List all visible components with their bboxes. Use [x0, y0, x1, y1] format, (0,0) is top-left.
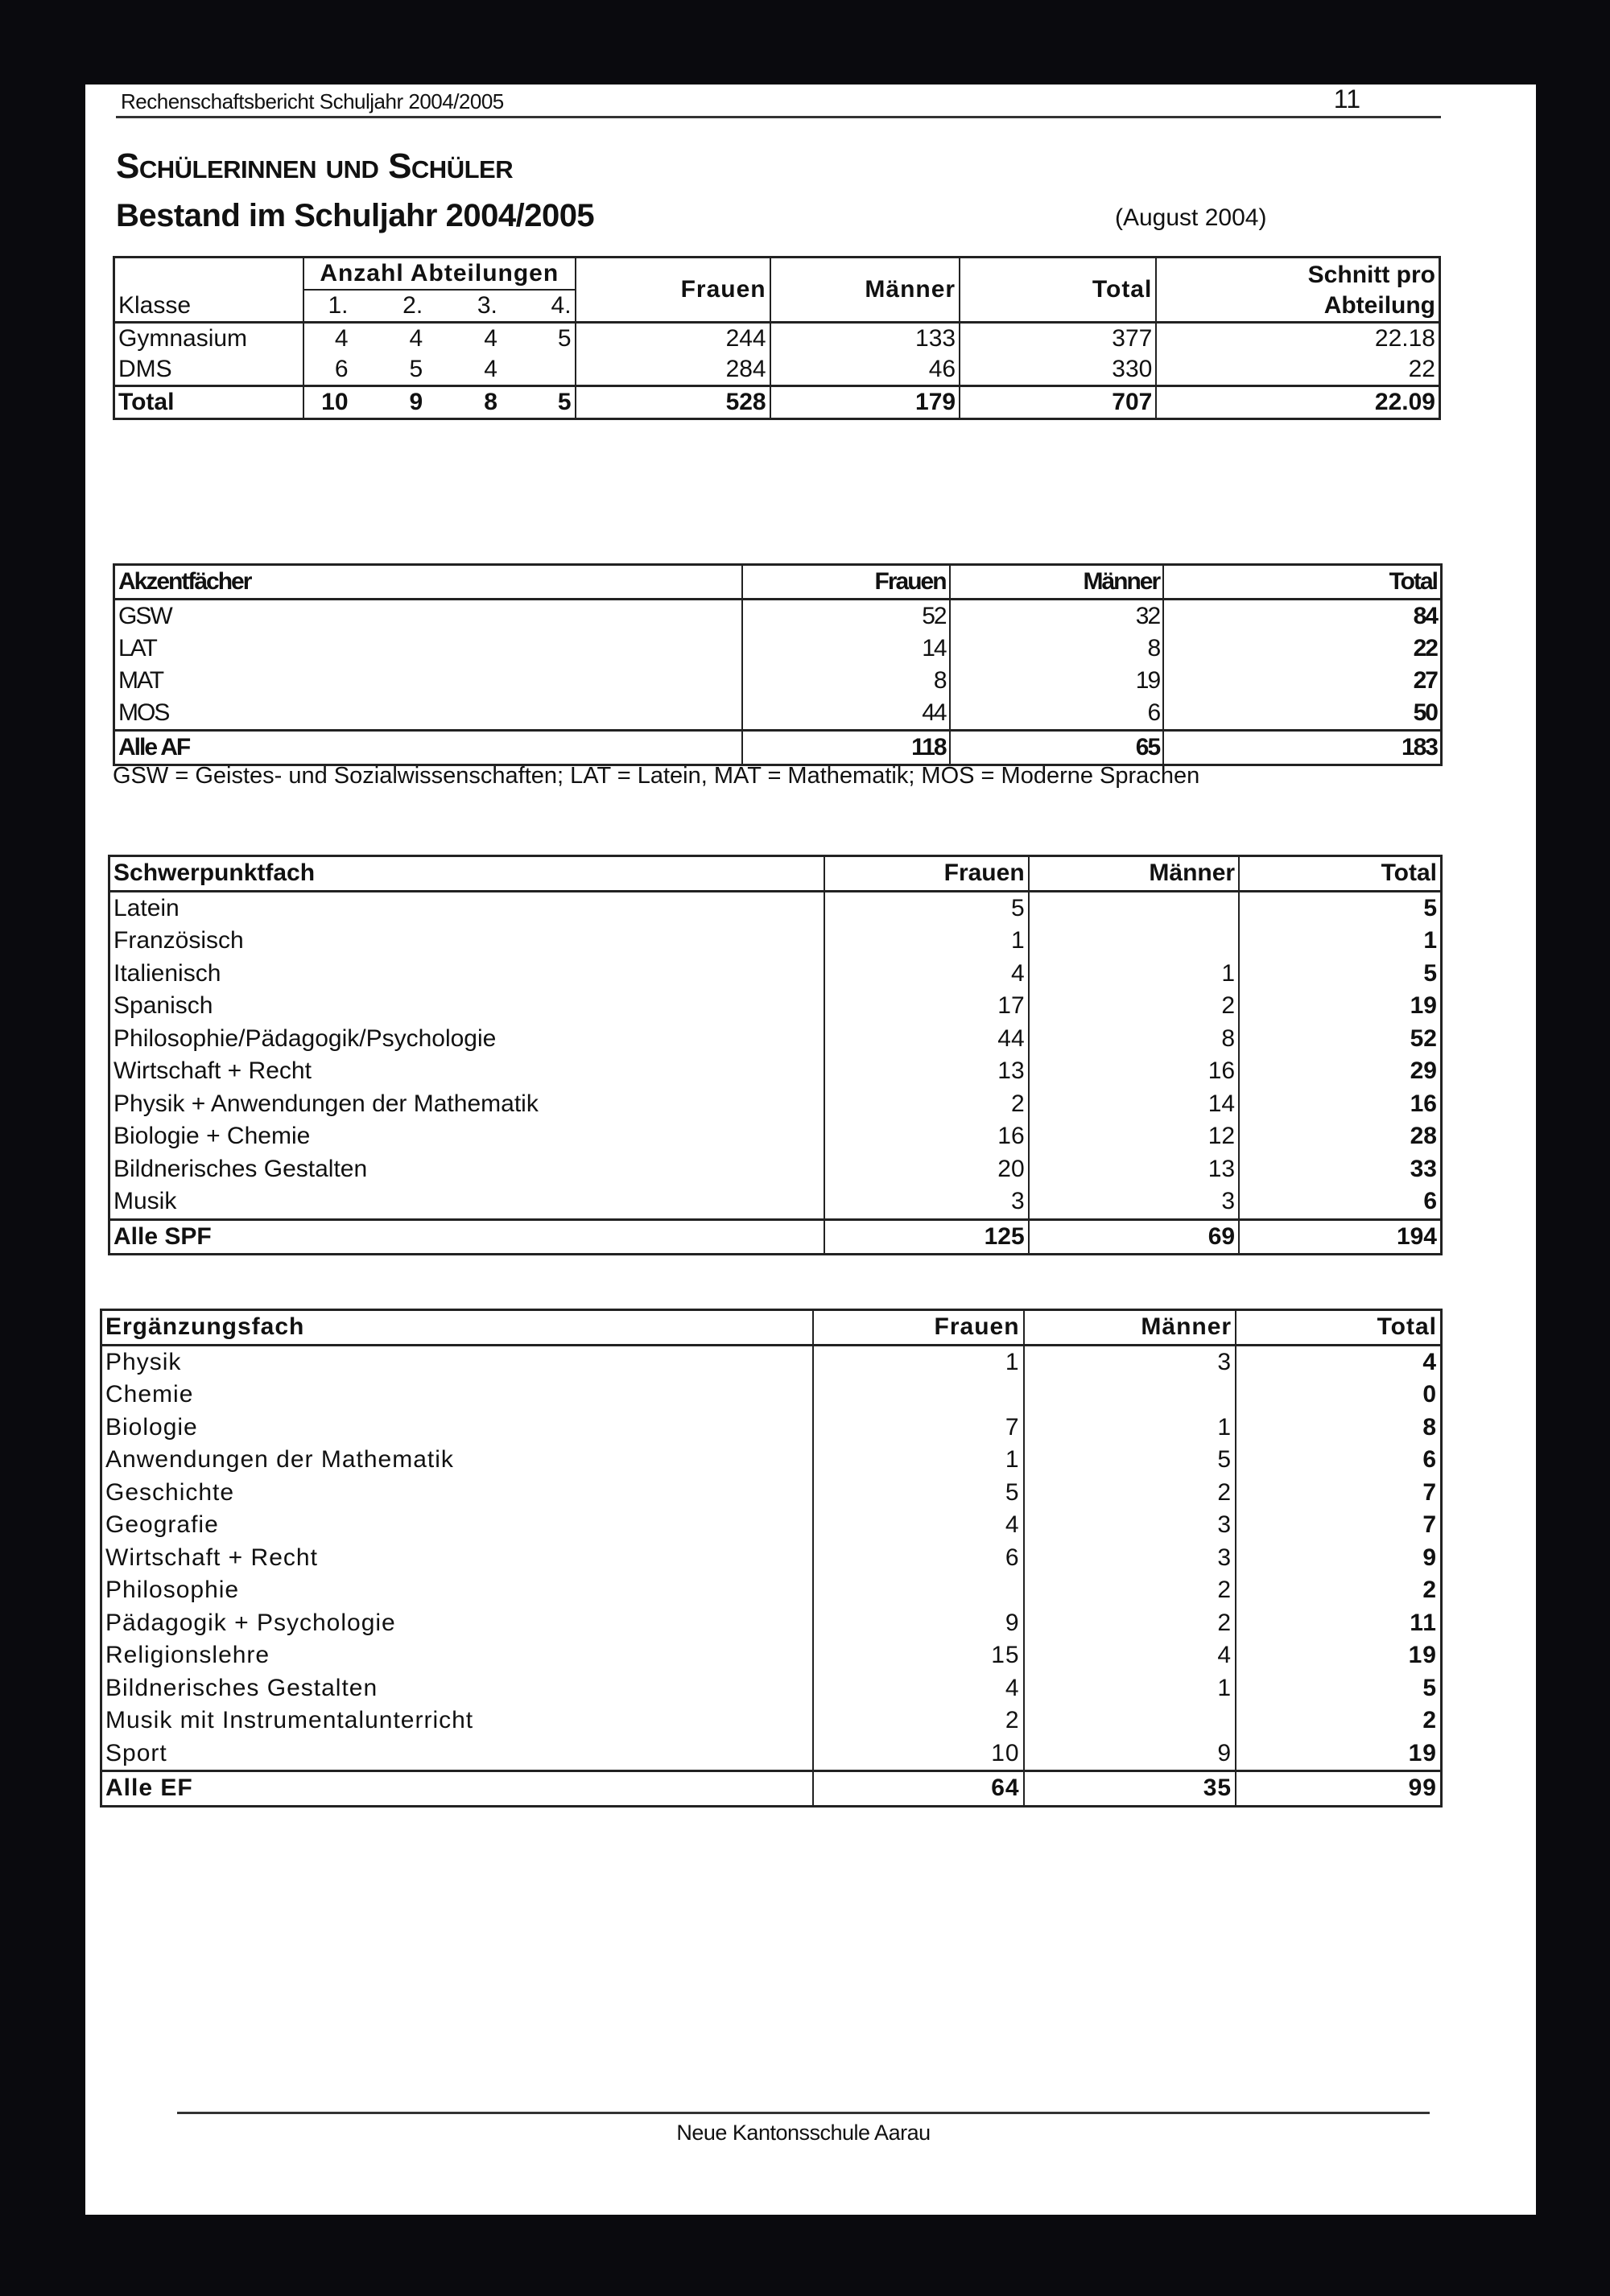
table-row	[114, 697, 1442, 731]
column-header: Total	[1163, 565, 1441, 600]
cell: 16	[1029, 1055, 1239, 1088]
table-row	[109, 1055, 1442, 1088]
cell: 284	[576, 354, 770, 386]
table-row	[101, 1639, 1442, 1672]
cell: 183	[1163, 731, 1441, 765]
cell: 3	[1024, 1345, 1236, 1379]
cell: 14	[742, 633, 950, 665]
cell	[1024, 1704, 1236, 1737]
cell: 14	[1029, 1088, 1239, 1121]
cell: 4	[1024, 1639, 1236, 1672]
total-row	[101, 1771, 1442, 1807]
row-label: Bildnerisches Gestalten	[114, 1155, 368, 1182]
row-label: Biologie	[105, 1413, 198, 1441]
year-1-header: 1.	[303, 290, 352, 323]
page-footer	[177, 2112, 1430, 2146]
cell: 64	[813, 1771, 1024, 1807]
cell: 32	[950, 600, 1164, 633]
cell: 3	[1024, 1542, 1236, 1575]
cell: 179	[770, 386, 960, 419]
report-title: Rechenschaftsbericht Schuljahr 2004/2005	[121, 89, 504, 113]
table-row	[109, 990, 1442, 1023]
header-row	[114, 565, 1442, 600]
cell: 2	[1236, 1704, 1441, 1737]
cell: 0	[1236, 1379, 1441, 1412]
cell: 10	[303, 386, 352, 419]
cell: 5	[501, 323, 576, 355]
table-row	[109, 1185, 1442, 1219]
row-label: Alle EF	[101, 1771, 814, 1807]
row-label: Chemie	[105, 1381, 194, 1408]
cell: 19	[1236, 1737, 1441, 1771]
cell: 8	[1029, 1023, 1239, 1056]
cell: 52	[1239, 1023, 1441, 1056]
cell	[813, 1574, 1024, 1607]
cell: 29	[1239, 1055, 1441, 1088]
row-label: Biologie + Chemie	[114, 1123, 311, 1149]
cell: 44	[824, 1023, 1028, 1056]
column-header: Männer	[950, 565, 1164, 600]
cell: 65	[950, 731, 1164, 765]
table-row	[109, 1153, 1442, 1186]
row-label: Physik + Anwendungen der Mathematik	[114, 1090, 539, 1117]
cell: 4	[426, 323, 501, 355]
ergaenzungsfach-table	[100, 1309, 1443, 1808]
cell: 707	[960, 386, 1156, 419]
table-row	[101, 1574, 1442, 1607]
cell: 1	[1239, 925, 1441, 958]
table-row	[101, 1607, 1442, 1640]
page-header	[116, 85, 1441, 118]
cell: 118	[742, 731, 950, 765]
cell: 133	[770, 323, 960, 355]
row-label: Italienisch	[114, 959, 221, 987]
cell: 46	[770, 354, 960, 386]
cell: 4	[484, 356, 497, 382]
cell: 3	[1029, 1185, 1239, 1219]
row-label: Alle SPF	[109, 1219, 825, 1255]
school-name: Neue Kantonsschule Aarau	[676, 2121, 931, 2145]
row-label: DMS	[118, 356, 172, 382]
column-header: Männer	[1029, 856, 1239, 892]
total-row	[109, 1219, 1442, 1255]
cell: 5	[1239, 891, 1441, 925]
table-row	[101, 1737, 1442, 1771]
cell: 8	[426, 386, 501, 419]
cell: 244	[576, 323, 770, 355]
cell: 125	[824, 1219, 1028, 1255]
cell: 6	[1239, 1185, 1441, 1219]
klasse-header: Klasse	[118, 292, 192, 319]
cell: 22	[1156, 354, 1439, 386]
cell: 4	[813, 1672, 1024, 1705]
column-header: Schwerpunktfach	[109, 856, 825, 892]
cell	[501, 354, 576, 386]
cell: 11	[1236, 1607, 1441, 1640]
cell: 13	[1029, 1153, 1239, 1186]
table-row	[109, 891, 1442, 925]
row-label: Gymnasium	[114, 323, 303, 355]
table-row	[101, 1509, 1442, 1542]
row-label: Geschichte	[105, 1478, 235, 1506]
cell: 2	[1024, 1574, 1236, 1607]
cell: 6	[950, 697, 1164, 731]
cell: 4	[303, 323, 352, 355]
row-label: Bildnerisches Gestalten	[105, 1674, 378, 1701]
cell: 5	[824, 891, 1028, 925]
cell: 7	[813, 1412, 1024, 1445]
cell: 44	[742, 697, 950, 731]
cell	[1029, 891, 1239, 925]
anzahl-abteilungen-header: Anzahl Abteilungen	[303, 258, 576, 291]
row-label: Total	[114, 386, 303, 419]
column-header: Frauen	[742, 565, 950, 600]
cell: 4	[824, 958, 1028, 991]
row-label: GSW	[118, 603, 171, 629]
cell: 2	[1024, 1607, 1236, 1640]
schwerpunktfach-table	[108, 855, 1443, 1255]
cell: 13	[824, 1055, 1028, 1088]
cell: 3	[824, 1185, 1028, 1219]
cell: 5	[501, 386, 576, 419]
row-label: Philosophie/Pädagogik/Psychologie	[114, 1024, 497, 1052]
year-2-header: 2.	[402, 292, 423, 319]
cell: 330	[960, 354, 1156, 386]
row-label: Philosophie	[105, 1577, 240, 1603]
cell: 2	[1024, 1477, 1236, 1510]
cell: 19	[950, 665, 1164, 697]
schnitt-header	[1156, 258, 1439, 323]
cell: 19	[1239, 990, 1441, 1023]
table-row	[109, 958, 1442, 991]
cell: 5	[1236, 1672, 1441, 1705]
cell: 3	[1024, 1509, 1236, 1542]
total-header: Total	[960, 258, 1156, 323]
table-row	[114, 600, 1442, 633]
year-4-header: 4.	[551, 292, 572, 319]
subtitle-date: (August 2004)	[1115, 204, 1267, 231]
cell: 5	[409, 356, 423, 382]
section-subtitle: Bestand im Schuljahr 2004/2005	[116, 198, 595, 233]
cell: 8	[1236, 1412, 1441, 1445]
cell: 33	[1239, 1153, 1441, 1186]
total-row	[114, 731, 1442, 765]
row-label: Musik	[114, 1188, 177, 1214]
cell: 84	[1163, 600, 1441, 633]
table-row	[101, 1345, 1442, 1379]
cell: 9	[1236, 1542, 1441, 1575]
cell: 20	[824, 1153, 1028, 1186]
row-label: MAT	[118, 667, 163, 694]
header-row	[109, 856, 1442, 892]
cell: 1	[813, 1444, 1024, 1477]
cell: 12	[1029, 1120, 1239, 1153]
table-row	[101, 1672, 1442, 1705]
row-label: Musik mit Instrumentalunterricht	[105, 1707, 474, 1733]
cell: 1	[1024, 1412, 1236, 1445]
column-header: Total	[1236, 1310, 1441, 1346]
bestand-table	[113, 256, 1441, 420]
cell: 9	[813, 1607, 1024, 1640]
row-label: Sport	[105, 1739, 167, 1766]
cell: 69	[1029, 1219, 1239, 1255]
row-label: LAT	[118, 635, 156, 662]
cell: 16	[824, 1120, 1028, 1153]
row-label: Geografie	[105, 1511, 219, 1538]
total-row	[114, 386, 1440, 419]
cell: 17	[824, 990, 1028, 1023]
column-header: Akzentfächer	[114, 565, 742, 600]
cell: 1	[813, 1345, 1024, 1379]
column-header: Frauen	[824, 856, 1028, 892]
cell: 4	[813, 1509, 1024, 1542]
row-label: Wirtschaft + Recht	[114, 1057, 312, 1084]
row-label: Französisch	[114, 927, 244, 954]
cell: 15	[813, 1639, 1024, 1672]
cell: 4	[352, 323, 427, 355]
cell: 8	[742, 665, 950, 697]
cell: 9	[352, 386, 427, 419]
cell: 9	[1024, 1737, 1236, 1771]
table-row	[109, 1120, 1442, 1153]
cell: 8	[950, 633, 1164, 665]
table-row	[114, 323, 1440, 355]
column-header: Frauen	[813, 1310, 1024, 1346]
table-row	[109, 925, 1442, 958]
page-number: 11	[1333, 85, 1360, 113]
cell: 10	[813, 1737, 1024, 1771]
header-row	[101, 1310, 1442, 1346]
schnitt-header-line1: Schnitt pro	[1307, 262, 1435, 288]
cell: 2	[824, 1088, 1028, 1121]
row-label: Religionslehre	[105, 1642, 270, 1668]
table-row	[114, 354, 1440, 386]
column-header: Ergänzungsfach	[101, 1310, 814, 1346]
cell: 35	[1024, 1771, 1236, 1807]
table-row	[101, 1704, 1442, 1737]
column-header: Männer	[1024, 1310, 1236, 1346]
cell: 5	[1024, 1444, 1236, 1477]
column-header: Total	[1239, 856, 1441, 892]
cell: 194	[1239, 1219, 1441, 1255]
cell: 528	[576, 386, 770, 419]
row-label: MOS	[118, 699, 169, 726]
cell: 27	[1163, 665, 1441, 697]
row-label: Wirtschaft + Recht	[105, 1544, 318, 1571]
page-title: Schülerinnen und Schüler	[116, 146, 514, 186]
cell: 377	[960, 323, 1156, 355]
table-row	[101, 1379, 1442, 1412]
cell: 5	[813, 1477, 1024, 1510]
cell	[1029, 925, 1239, 958]
table-row	[101, 1542, 1442, 1575]
cell: 22.09	[1156, 386, 1439, 419]
cell: 16	[1239, 1088, 1441, 1121]
akzentfaecher-table	[113, 563, 1443, 766]
cell: 22.18	[1156, 323, 1439, 355]
table-row	[101, 1412, 1442, 1445]
row-label: Spanisch	[114, 992, 213, 1019]
cell	[1024, 1379, 1236, 1412]
cell: 6	[813, 1542, 1024, 1575]
row-label: Alle AF	[114, 731, 742, 765]
cell: 7	[1236, 1477, 1441, 1510]
table-row	[109, 1023, 1442, 1056]
frauen-header: Frauen	[576, 258, 770, 323]
row-label: Physik	[105, 1348, 182, 1375]
cell: 7	[1236, 1509, 1441, 1542]
cell	[813, 1379, 1024, 1412]
cell: 99	[1236, 1771, 1441, 1807]
abbreviation-footnote: GSW = Geistes- und Sozialwissenschaften; LAT = Latein, MAT = Mathematik; MOS = Moderne Sprachen	[113, 763, 1200, 789]
cell: 2	[1236, 1574, 1441, 1607]
cell: 6	[303, 354, 352, 386]
cell: 1	[824, 925, 1028, 958]
row-label: Pädagogik + Psychologie	[105, 1609, 396, 1636]
row-label: Anwendungen der Mathematik	[105, 1446, 454, 1473]
cell: 2	[1029, 990, 1239, 1023]
year-3-header: 3.	[477, 292, 497, 319]
cell: 22	[1163, 633, 1441, 665]
cell: 50	[1163, 697, 1441, 731]
cell: 5	[1239, 958, 1441, 991]
cell: 19	[1236, 1639, 1441, 1672]
row-label: Latein	[114, 894, 180, 921]
table-row	[114, 633, 1442, 665]
cell: 28	[1239, 1120, 1441, 1153]
cell: 1	[1024, 1672, 1236, 1705]
table-row	[109, 1088, 1442, 1121]
cell: 1	[1029, 958, 1239, 991]
table-row	[101, 1444, 1442, 1477]
cell: 52	[742, 600, 950, 633]
maenner-header: Männer	[770, 258, 960, 323]
cell: 4	[1236, 1345, 1441, 1379]
table-row	[114, 665, 1442, 697]
schnitt-header-line2: Abteilung	[1323, 292, 1435, 319]
cell: 2	[813, 1704, 1024, 1737]
cell: 6	[1236, 1444, 1441, 1477]
table-row	[101, 1477, 1442, 1510]
